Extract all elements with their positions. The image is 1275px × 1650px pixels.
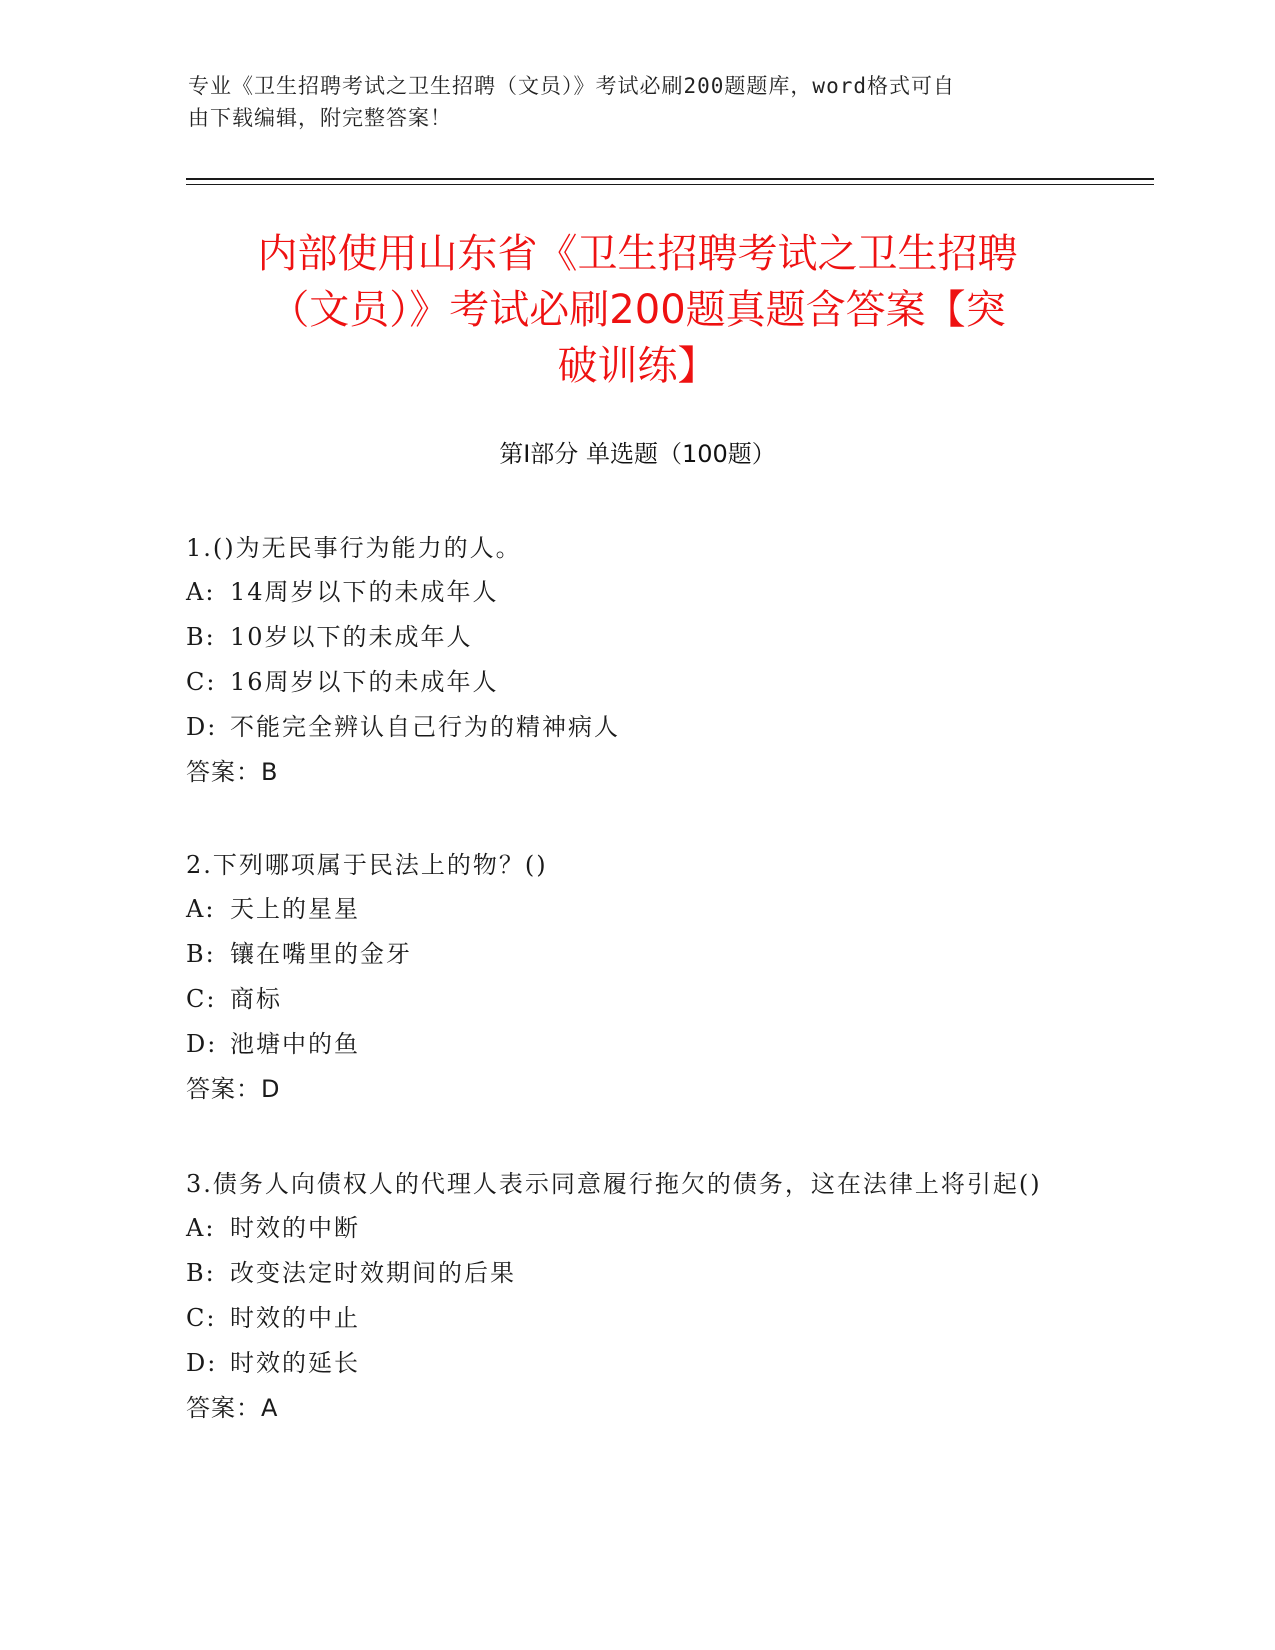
option-a [186,887,1076,932]
option-text: 时效的延长 [230,1349,360,1377]
option-letter: C: [186,1304,217,1332]
option-a [186,570,1076,615]
option-letter: B: [186,940,216,968]
option-d [186,1341,1076,1386]
intro-text [188,70,1068,134]
question-stem: 1.()为无民事行为能力的人。 [186,534,522,562]
option-letter: D: [186,1030,218,1058]
question-1 [186,526,1076,795]
option-d [186,1022,1076,1067]
question-stem: 3.债务人向债权人的代理人表示同意履行拖欠的债务，这在法律上将引起() [186,1170,1042,1198]
option-text: 10岁以下的未成年人 [230,623,473,651]
option-text: 时效的中断 [230,1214,360,1242]
option-text: 14周岁以下的未成年人 [230,578,499,606]
question-2 [186,843,1076,1112]
section-heading: 第Ⅰ部分 单选题（100题） [499,440,776,468]
answer-line: 答案：A [186,1394,279,1422]
option-text: 时效的中止 [230,1304,360,1332]
title-line-2: （文员）》考试必刷200题真题含答案【突 [269,287,1006,333]
answer-line: 答案：B [186,758,279,786]
option-b [186,1251,1076,1296]
option-letter: B: [186,1259,216,1287]
answer-line: 答案：D [186,1075,281,1103]
header-divider-thin [186,184,1154,185]
option-letter: C: [186,668,217,696]
option-letter: A: [186,895,216,923]
option-letter: A: [186,578,216,606]
option-b [186,932,1076,977]
question-stem: 2.下列哪项属于民法上的物？() [186,851,548,879]
header-divider-thick [186,178,1154,180]
option-text: 16周岁以下的未成年人 [230,668,499,696]
option-c [186,660,1076,705]
option-c [186,977,1076,1022]
intro-line-1: 专业《卫生招聘考试之卫生招聘（文员）》考试必刷200题题库，word格式可自 [188,74,955,98]
option-text: 镶在嘴里的金牙 [230,940,412,968]
option-letter: C: [186,985,217,1013]
document-title [160,226,1115,394]
option-a [186,1206,1076,1251]
title-line-3: 破训练】 [557,343,718,389]
option-text: 改变法定时效期间的后果 [230,1259,516,1287]
option-b [186,615,1076,660]
option-text: 天上的星星 [230,895,360,923]
option-letter: A: [186,1214,216,1242]
question-3 [186,1162,1076,1431]
option-text: 商标 [230,985,282,1013]
option-d [186,705,1076,750]
option-letter: D: [186,1349,218,1377]
intro-line-2: 由下载编辑，附完整答案！ [188,106,452,130]
option-c [186,1296,1076,1341]
option-text: 不能完全辨认自己行为的精神病人 [230,713,620,741]
option-letter: B: [186,623,216,651]
option-text: 池塘中的鱼 [230,1030,360,1058]
title-line-1: 内部使用山东省《卫生招聘考试之卫生招聘 [257,231,1018,277]
option-letter: D: [186,713,218,741]
